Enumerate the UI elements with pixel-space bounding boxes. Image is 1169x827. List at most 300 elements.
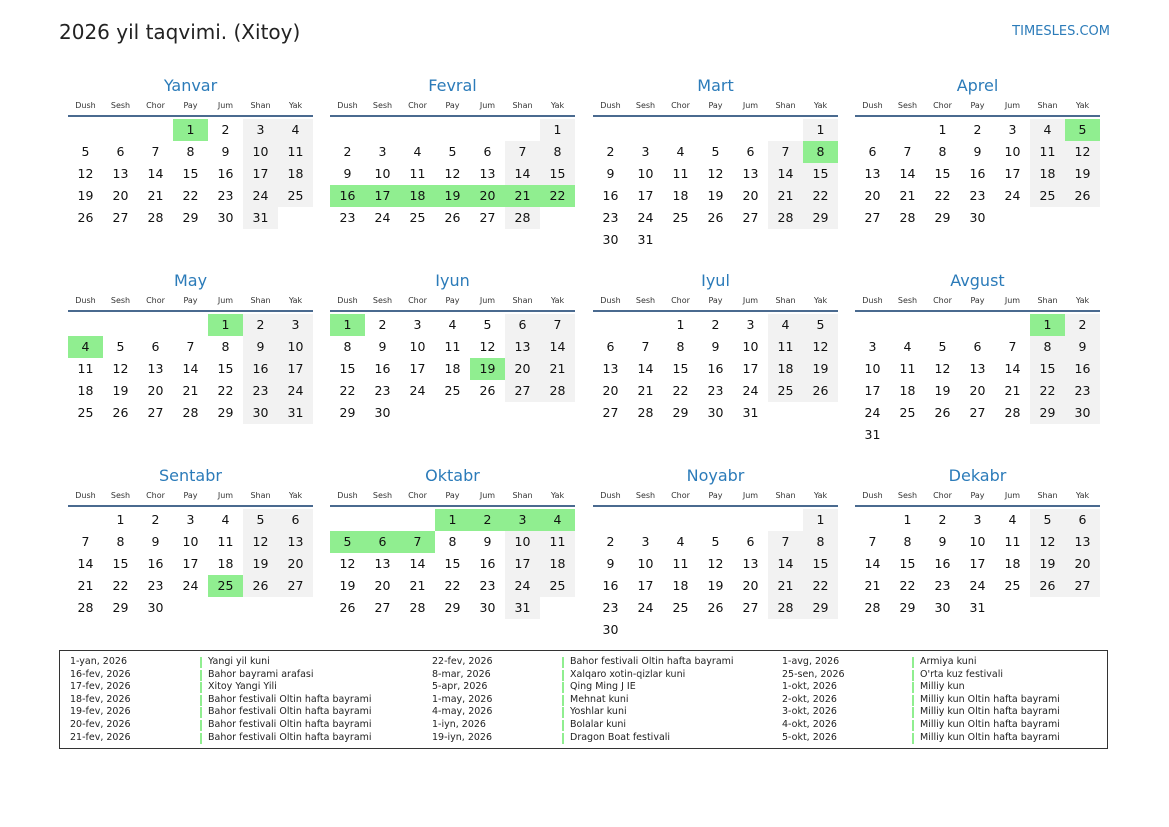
day-cell[interactable]: 24 (409, 383, 426, 398)
day-cell[interactable]: 26 (707, 210, 724, 225)
day-cell[interactable]: 9 (221, 144, 230, 159)
day-cell[interactable]: 17 (409, 361, 426, 376)
day-cell[interactable]: 6 (606, 339, 615, 354)
day-cell[interactable]: 19 (339, 578, 356, 593)
day-cell[interactable]: 12 (707, 556, 724, 571)
day-cell[interactable]: 26 (77, 210, 94, 225)
day-cell[interactable]: 15 (899, 556, 916, 571)
holiday-day-cell[interactable]: 1 (1030, 314, 1065, 336)
day-cell[interactable]: 18 (1004, 556, 1021, 571)
day-cell[interactable]: 5 (1030, 509, 1065, 531)
day-cell[interactable]: 31 (864, 427, 881, 442)
holiday-day-cell[interactable]: 21 (505, 185, 540, 207)
day-cell[interactable]: 18 (672, 578, 689, 593)
day-cell[interactable]: 19 (1030, 553, 1065, 575)
day-cell[interactable]: 19 (77, 188, 94, 203)
day-cell[interactable]: 22 (803, 185, 838, 207)
day-cell[interactable]: 23 (479, 578, 496, 593)
day-cell[interactable]: 9 (938, 534, 947, 549)
day-cell[interactable]: 12 (1065, 141, 1100, 163)
day-cell[interactable]: 17 (505, 553, 540, 575)
day-cell[interactable]: 20 (278, 553, 313, 575)
day-cell[interactable]: 5 (483, 317, 492, 332)
day-cell[interactable]: 10 (243, 141, 278, 163)
day-cell[interactable]: 27 (479, 210, 496, 225)
day-cell[interactable]: 2 (243, 314, 278, 336)
day-cell[interactable]: 22 (112, 578, 129, 593)
holiday-day-cell[interactable]: 20 (470, 185, 505, 207)
day-cell[interactable]: 9 (151, 534, 160, 549)
day-cell[interactable]: 26 (339, 600, 356, 615)
day-cell[interactable]: 22 (672, 383, 689, 398)
day-cell[interactable]: 3 (413, 317, 422, 332)
day-cell[interactable]: 2 (938, 512, 947, 527)
day-cell[interactable]: 9 (606, 166, 615, 181)
day-cell[interactable]: 5 (711, 534, 720, 549)
day-cell[interactable]: 9 (1065, 336, 1100, 358)
day-cell[interactable]: 9 (343, 166, 352, 181)
day-cell[interactable]: 16 (707, 361, 724, 376)
day-cell[interactable]: 24 (637, 600, 654, 615)
day-cell[interactable]: 7 (186, 339, 195, 354)
holiday-day-cell[interactable]: 19 (470, 358, 505, 380)
day-cell[interactable]: 14 (864, 556, 881, 571)
day-cell[interactable]: 17 (864, 383, 881, 398)
day-cell[interactable]: 9 (711, 339, 720, 354)
day-cell[interactable]: 8 (1030, 336, 1065, 358)
day-cell[interactable]: 3 (746, 317, 755, 332)
day-cell[interactable]: 15 (1030, 358, 1065, 380)
day-cell[interactable]: 27 (602, 405, 619, 420)
day-cell[interactable]: 7 (505, 141, 540, 163)
day-cell[interactable]: 6 (868, 144, 877, 159)
holiday-day-cell[interactable]: 17 (365, 185, 400, 207)
day-cell[interactable]: 10 (864, 361, 881, 376)
day-cell[interactable]: 7 (151, 144, 160, 159)
day-cell[interactable]: 23 (602, 600, 619, 615)
day-cell[interactable]: 6 (483, 144, 492, 159)
day-cell[interactable]: 21 (768, 575, 803, 597)
day-cell[interactable]: 26 (1030, 575, 1065, 597)
holiday-day-cell[interactable]: 2 (470, 509, 505, 531)
day-cell[interactable]: 30 (374, 405, 391, 420)
day-cell[interactable]: 3 (243, 119, 278, 141)
holiday-day-cell[interactable]: 16 (330, 185, 365, 207)
day-cell[interactable]: 20 (112, 188, 129, 203)
day-cell[interactable]: 26 (243, 575, 278, 597)
day-cell[interactable]: 18 (768, 358, 803, 380)
day-cell[interactable]: 15 (803, 163, 838, 185)
day-cell[interactable]: 18 (672, 188, 689, 203)
day-cell[interactable]: 4 (1008, 512, 1017, 527)
day-cell[interactable]: 4 (413, 144, 422, 159)
day-cell[interactable]: 26 (934, 405, 951, 420)
day-cell[interactable]: 5 (938, 339, 947, 354)
day-cell[interactable]: 1 (803, 509, 838, 531)
day-cell[interactable]: 12 (77, 166, 94, 181)
day-cell[interactable]: 8 (938, 144, 947, 159)
day-cell[interactable]: 31 (637, 232, 654, 247)
day-cell[interactable]: 10 (1004, 144, 1021, 159)
day-cell[interactable]: 27 (374, 600, 391, 615)
holiday-day-cell[interactable]: 1 (173, 119, 208, 141)
day-cell[interactable]: 24 (864, 405, 881, 420)
day-cell[interactable]: 6 (746, 144, 755, 159)
day-cell[interactable]: 22 (803, 575, 838, 597)
day-cell[interactable]: 19 (707, 188, 724, 203)
holiday-day-cell[interactable]: 19 (435, 185, 470, 207)
day-cell[interactable]: 20 (864, 188, 881, 203)
day-cell[interactable]: 2 (151, 512, 160, 527)
day-cell[interactable]: 10 (637, 556, 654, 571)
day-cell[interactable]: 20 (1065, 553, 1100, 575)
day-cell[interactable]: 12 (707, 166, 724, 181)
day-cell[interactable]: 25 (444, 383, 461, 398)
holiday-day-cell[interactable]: 1 (330, 314, 365, 336)
day-cell[interactable]: 7 (768, 531, 803, 553)
day-cell[interactable]: 26 (707, 600, 724, 615)
day-cell[interactable]: 11 (768, 336, 803, 358)
day-cell[interactable]: 29 (217, 405, 234, 420)
day-cell[interactable]: 13 (602, 361, 619, 376)
day-cell[interactable]: 12 (339, 556, 356, 571)
day-cell[interactable]: 13 (147, 361, 164, 376)
day-cell[interactable]: 16 (243, 358, 278, 380)
day-cell[interactable]: 17 (278, 358, 313, 380)
day-cell[interactable]: 8 (903, 534, 912, 549)
day-cell[interactable]: 5 (711, 144, 720, 159)
day-cell[interactable]: 30 (479, 600, 496, 615)
day-cell[interactable]: 17 (969, 556, 986, 571)
day-cell[interactable]: 13 (1065, 531, 1100, 553)
day-cell[interactable]: 8 (221, 339, 230, 354)
day-cell[interactable]: 19 (112, 383, 129, 398)
day-cell[interactable]: 10 (182, 534, 199, 549)
day-cell[interactable]: 15 (934, 166, 951, 181)
day-cell[interactable]: 7 (81, 534, 90, 549)
day-cell[interactable]: 15 (672, 361, 689, 376)
day-cell[interactable]: 28 (768, 207, 803, 229)
day-cell[interactable]: 8 (540, 141, 575, 163)
day-cell[interactable]: 22 (339, 383, 356, 398)
holiday-day-cell[interactable]: 7 (400, 531, 435, 553)
holiday-day-cell[interactable]: 1 (435, 509, 470, 531)
day-cell[interactable]: 16 (602, 188, 619, 203)
day-cell[interactable]: 19 (1065, 163, 1100, 185)
day-cell[interactable]: 11 (540, 531, 575, 553)
day-cell[interactable]: 11 (899, 361, 916, 376)
day-cell[interactable]: 7 (768, 141, 803, 163)
day-cell[interactable]: 20 (742, 188, 759, 203)
day-cell[interactable]: 11 (409, 166, 426, 181)
day-cell[interactable]: 17 (742, 361, 759, 376)
day-cell[interactable]: 27 (742, 600, 759, 615)
day-cell[interactable]: 14 (768, 553, 803, 575)
day-cell[interactable]: 1 (676, 317, 685, 332)
day-cell[interactable]: 6 (278, 509, 313, 531)
day-cell[interactable]: 11 (1004, 534, 1021, 549)
day-cell[interactable]: 8 (803, 531, 838, 553)
day-cell[interactable]: 24 (182, 578, 199, 593)
day-cell[interactable]: 25 (899, 405, 916, 420)
day-cell[interactable]: 3 (868, 339, 877, 354)
day-cell[interactable]: 4 (1030, 119, 1065, 141)
day-cell[interactable]: 19 (934, 383, 951, 398)
day-cell[interactable]: 1 (903, 512, 912, 527)
holiday-day-cell[interactable]: 3 (505, 509, 540, 531)
day-cell[interactable]: 21 (899, 188, 916, 203)
day-cell[interactable]: 2 (606, 534, 615, 549)
day-cell[interactable]: 16 (374, 361, 391, 376)
holiday-day-cell[interactable]: 5 (330, 531, 365, 553)
day-cell[interactable]: 23 (147, 578, 164, 593)
day-cell[interactable]: 2 (1065, 314, 1100, 336)
day-cell[interactable]: 28 (1004, 405, 1021, 420)
day-cell[interactable]: 15 (112, 556, 129, 571)
day-cell[interactable]: 22 (1030, 380, 1065, 402)
day-cell[interactable]: 1 (540, 119, 575, 141)
day-cell[interactable]: 21 (409, 578, 426, 593)
day-cell[interactable]: 27 (1065, 575, 1100, 597)
day-cell[interactable]: 28 (768, 597, 803, 619)
day-cell[interactable]: 12 (934, 361, 951, 376)
day-cell[interactable]: 26 (112, 405, 129, 420)
day-cell[interactable]: 19 (803, 358, 838, 380)
holiday-day-cell[interactable]: 5 (1065, 119, 1100, 141)
day-cell[interactable]: 25 (1004, 578, 1021, 593)
day-cell[interactable]: 12 (243, 531, 278, 553)
day-cell[interactable]: 13 (374, 556, 391, 571)
day-cell[interactable]: 11 (672, 556, 689, 571)
day-cell[interactable]: 25 (77, 405, 94, 420)
day-cell[interactable]: 28 (637, 405, 654, 420)
day-cell[interactable]: 11 (278, 141, 313, 163)
day-cell[interactable]: 16 (969, 166, 986, 181)
day-cell[interactable]: 6 (746, 534, 755, 549)
day-cell[interactable]: 6 (505, 314, 540, 336)
day-cell[interactable]: 18 (217, 556, 234, 571)
day-cell[interactable]: 22 (182, 188, 199, 203)
day-cell[interactable]: 10 (969, 534, 986, 549)
day-cell[interactable]: 27 (112, 210, 129, 225)
day-cell[interactable]: 14 (1004, 361, 1021, 376)
day-cell[interactable]: 30 (707, 405, 724, 420)
day-cell[interactable]: 22 (217, 383, 234, 398)
day-cell[interactable]: 27 (505, 380, 540, 402)
day-cell[interactable]: 25 (278, 185, 313, 207)
day-cell[interactable]: 26 (803, 380, 838, 402)
day-cell[interactable]: 24 (374, 210, 391, 225)
day-cell[interactable]: 30 (934, 600, 951, 615)
holiday-day-cell[interactable]: 22 (540, 185, 575, 207)
day-cell[interactable]: 4 (768, 314, 803, 336)
day-cell[interactable]: 23 (217, 188, 234, 203)
day-cell[interactable]: 29 (803, 207, 838, 229)
day-cell[interactable]: 13 (742, 166, 759, 181)
day-cell[interactable]: 6 (116, 144, 125, 159)
day-cell[interactable]: 31 (969, 600, 986, 615)
day-cell[interactable]: 16 (217, 166, 234, 181)
day-cell[interactable]: 23 (934, 578, 951, 593)
day-cell[interactable]: 23 (243, 380, 278, 402)
day-cell[interactable]: 29 (444, 600, 461, 615)
holiday-day-cell[interactable]: 4 (540, 509, 575, 531)
day-cell[interactable]: 1 (803, 119, 838, 141)
day-cell[interactable]: 29 (803, 597, 838, 619)
day-cell[interactable]: 16 (934, 556, 951, 571)
day-cell[interactable]: 30 (602, 232, 619, 247)
day-cell[interactable]: 10 (278, 336, 313, 358)
day-cell[interactable]: 8 (448, 534, 457, 549)
day-cell[interactable]: 5 (448, 144, 457, 159)
day-cell[interactable]: 25 (672, 210, 689, 225)
day-cell[interactable]: 12 (444, 166, 461, 181)
holiday-day-cell[interactable]: 25 (208, 575, 243, 597)
day-cell[interactable]: 12 (803, 336, 838, 358)
day-cell[interactable]: 30 (602, 622, 619, 637)
day-cell[interactable]: 21 (637, 383, 654, 398)
day-cell[interactable]: 4 (676, 534, 685, 549)
day-cell[interactable]: 28 (182, 405, 199, 420)
day-cell[interactable]: 16 (602, 578, 619, 593)
day-cell[interactable]: 15 (540, 163, 575, 185)
day-cell[interactable]: 18 (444, 361, 461, 376)
day-cell[interactable]: 12 (112, 361, 129, 376)
day-cell[interactable]: 6 (1065, 509, 1100, 531)
day-cell[interactable]: 17 (1004, 166, 1021, 181)
day-cell[interactable]: 23 (1065, 380, 1100, 402)
day-cell[interactable]: 14 (409, 556, 426, 571)
day-cell[interactable]: 20 (505, 358, 540, 380)
day-cell[interactable]: 3 (378, 144, 387, 159)
day-cell[interactable]: 3 (973, 512, 982, 527)
day-cell[interactable]: 10 (409, 339, 426, 354)
site-link[interactable]: TIMESLES.COM (1012, 24, 1110, 39)
day-cell[interactable]: 4 (676, 144, 685, 159)
day-cell[interactable]: 5 (81, 144, 90, 159)
day-cell[interactable]: 14 (505, 163, 540, 185)
day-cell[interactable]: 22 (934, 188, 951, 203)
day-cell[interactable]: 29 (112, 600, 129, 615)
day-cell[interactable]: 19 (707, 578, 724, 593)
day-cell[interactable]: 10 (742, 339, 759, 354)
day-cell[interactable]: 21 (147, 188, 164, 203)
day-cell[interactable]: 13 (864, 166, 881, 181)
day-cell[interactable]: 31 (505, 597, 540, 619)
day-cell[interactable]: 29 (899, 600, 916, 615)
day-cell[interactable]: 23 (602, 210, 619, 225)
day-cell[interactable]: 5 (243, 509, 278, 531)
day-cell[interactable]: 2 (711, 317, 720, 332)
day-cell[interactable]: 30 (243, 402, 278, 424)
day-cell[interactable]: 24 (742, 383, 759, 398)
day-cell[interactable]: 20 (742, 578, 759, 593)
day-cell[interactable]: 10 (374, 166, 391, 181)
day-cell[interactable]: 8 (676, 339, 685, 354)
day-cell[interactable]: 2 (221, 122, 230, 137)
day-cell[interactable]: 26 (444, 210, 461, 225)
day-cell[interactable]: 18 (278, 163, 313, 185)
day-cell[interactable]: 25 (540, 575, 575, 597)
day-cell[interactable]: 27 (147, 405, 164, 420)
day-cell[interactable]: 25 (672, 600, 689, 615)
day-cell[interactable]: 3 (641, 144, 650, 159)
day-cell[interactable]: 3 (641, 534, 650, 549)
day-cell[interactable]: 11 (444, 339, 461, 354)
day-cell[interactable]: 21 (182, 383, 199, 398)
day-cell[interactable]: 16 (479, 556, 496, 571)
day-cell[interactable]: 31 (243, 207, 278, 229)
day-cell[interactable]: 24 (1004, 188, 1021, 203)
day-cell[interactable]: 21 (768, 185, 803, 207)
day-cell[interactable]: 28 (505, 207, 540, 229)
day-cell[interactable]: 20 (147, 383, 164, 398)
day-cell[interactable]: 5 (803, 314, 838, 336)
day-cell[interactable]: 3 (278, 314, 313, 336)
day-cell[interactable]: 28 (899, 210, 916, 225)
day-cell[interactable]: 30 (147, 600, 164, 615)
day-cell[interactable]: 14 (768, 163, 803, 185)
day-cell[interactable]: 10 (637, 166, 654, 181)
day-cell[interactable]: 24 (243, 185, 278, 207)
day-cell[interactable]: 4 (278, 119, 313, 141)
day-cell[interactable]: 25 (768, 380, 803, 402)
day-cell[interactable]: 9 (243, 336, 278, 358)
holiday-day-cell[interactable]: 8 (803, 141, 838, 163)
day-cell[interactable]: 2 (606, 144, 615, 159)
day-cell[interactable]: 8 (116, 534, 125, 549)
day-cell[interactable]: 1 (938, 122, 947, 137)
day-cell[interactable]: 14 (147, 166, 164, 181)
day-cell[interactable]: 18 (1030, 163, 1065, 185)
day-cell[interactable]: 4 (448, 317, 457, 332)
day-cell[interactable]: 28 (147, 210, 164, 225)
day-cell[interactable]: 29 (339, 405, 356, 420)
day-cell[interactable]: 29 (672, 405, 689, 420)
day-cell[interactable]: 4 (903, 339, 912, 354)
day-cell[interactable]: 15 (803, 553, 838, 575)
day-cell[interactable]: 27 (969, 405, 986, 420)
holiday-day-cell[interactable]: 4 (68, 336, 103, 358)
day-cell[interactable]: 17 (243, 163, 278, 185)
day-cell[interactable]: 12 (479, 339, 496, 354)
holiday-day-cell[interactable]: 6 (365, 531, 400, 553)
day-cell[interactable]: 2 (343, 144, 352, 159)
day-cell[interactable]: 10 (505, 531, 540, 553)
day-cell[interactable]: 27 (742, 210, 759, 225)
day-cell[interactable]: 6 (151, 339, 160, 354)
day-cell[interactable]: 24 (637, 210, 654, 225)
day-cell[interactable]: 9 (378, 339, 387, 354)
day-cell[interactable]: 7 (641, 339, 650, 354)
day-cell[interactable]: 9 (483, 534, 492, 549)
day-cell[interactable]: 27 (864, 210, 881, 225)
day-cell[interactable]: 31 (278, 402, 313, 424)
day-cell[interactable]: 29 (934, 210, 951, 225)
day-cell[interactable]: 20 (602, 383, 619, 398)
day-cell[interactable]: 23 (339, 210, 356, 225)
day-cell[interactable]: 21 (864, 578, 881, 593)
day-cell[interactable]: 11 (1030, 141, 1065, 163)
day-cell[interactable]: 14 (540, 336, 575, 358)
day-cell[interactable]: 15 (217, 361, 234, 376)
day-cell[interactable]: 18 (540, 553, 575, 575)
day-cell[interactable]: 23 (969, 188, 986, 203)
holiday-day-cell[interactable]: 1 (208, 314, 243, 336)
day-cell[interactable]: 30 (1065, 402, 1100, 424)
day-cell[interactable]: 25 (1030, 185, 1065, 207)
day-cell[interactable]: 15 (339, 361, 356, 376)
